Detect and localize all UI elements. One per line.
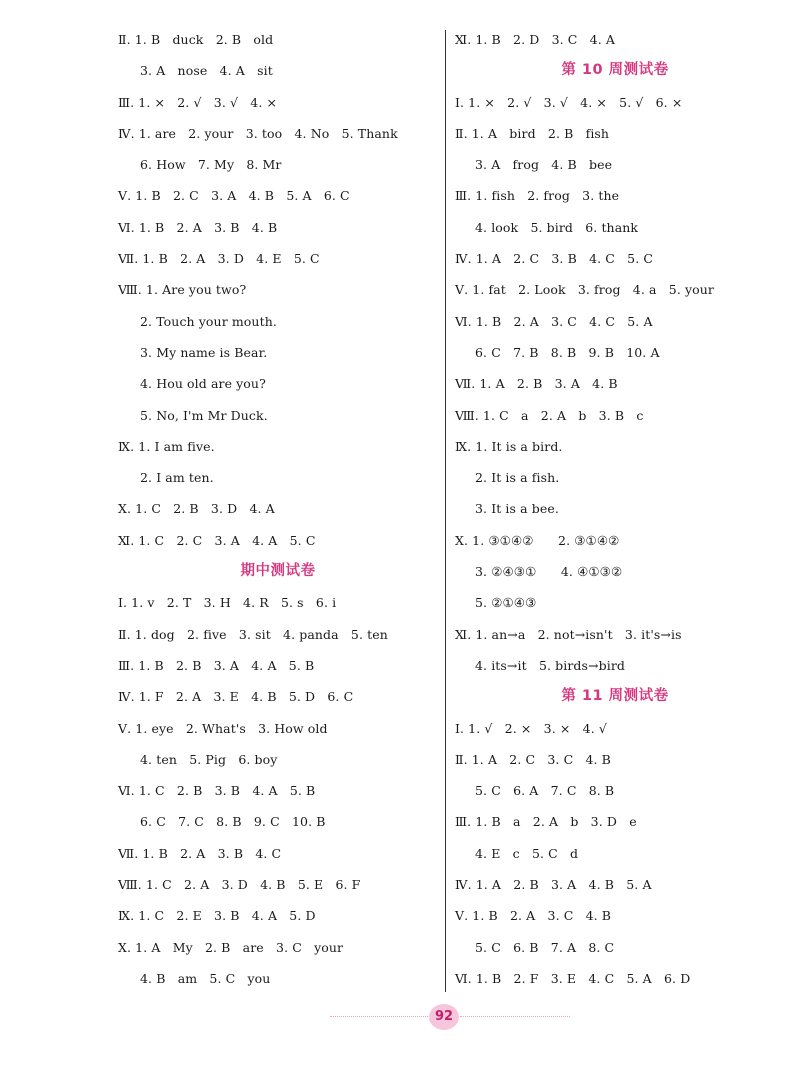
answer-line: 4. ten 5. Pig 6. boy (140, 751, 278, 767)
answer-line: Ⅳ. 1. A 2. C 3. B 4. C 5. C (455, 251, 654, 267)
answer-line: Ⅺ. 1. an→a 2. not→isn't 3. it's→is (455, 626, 682, 642)
answer-line: Ⅵ. 1. B 2. F 3. E 4. C 5. A 6. D (455, 970, 691, 986)
answer-line: Ⅷ. 1. C 2. A 3. D 4. B 5. E 6. F (118, 877, 361, 893)
answer-line: Ⅴ. 1. B 2. A 3. C 4. B (455, 908, 612, 924)
footer-dots-right (460, 1016, 570, 1017)
answer-line: Ⅰ. 1. v 2. T 3. H 4. R 5. s 6. i (118, 595, 337, 611)
answer-line: Ⅹ. 1. ③①④② 2. ③①④② (455, 532, 620, 548)
answer-line: Ⅱ. 1. A 2. C 3. C 4. B (455, 751, 611, 767)
answer-line: 5. ②①④③ (475, 595, 537, 611)
answer-line: Ⅹ. 1. C 2. B 3. D 4. A (118, 501, 275, 517)
answer-line: 3. A frog 4. B bee (475, 157, 613, 173)
answer-line: 5. C 6. A 7. C 8. B (475, 783, 615, 799)
answer-line: 3. ②④③① 4. ④①③② (475, 564, 623, 580)
answer-line: Ⅲ. 1. B a 2. A b 3. D e (455, 814, 637, 830)
answer-line: Ⅱ. 1. A bird 2. B fish (455, 125, 610, 141)
answer-line: 2. It is a fish. (475, 470, 560, 486)
answer-line: Ⅴ. 1. fat 2. Look 3. frog 4. a 5. your (455, 282, 714, 298)
answer-line: 4. its→it 5. birds→bird (475, 657, 625, 673)
answer-line: Ⅲ. 1. B 2. B 3. A 4. A 5. B (118, 657, 315, 673)
section-title: 第 10 周测试卷 (561, 62, 669, 79)
answer-line: Ⅲ. 1. × 2. √ 3. √ 4. × (118, 94, 278, 110)
page-number: 92 (429, 1004, 459, 1030)
answer-line: 2. Touch your mouth. (140, 313, 277, 329)
answer-line: Ⅱ. 1. dog 2. five 3. sit 4. panda 5. ten (118, 626, 388, 642)
answer-line: 4. B am 5. C you (140, 970, 271, 986)
right-answer-column (455, 24, 775, 994)
answer-line: 6. C 7. C 8. B 9. C 10. B (140, 814, 326, 830)
answer-line: Ⅲ. 1. fish 2. frog 3. the (455, 188, 620, 204)
answer-line: 2. I am ten. (140, 470, 214, 486)
answer-line: Ⅳ. 1. A 2. B 3. A 4. B 5. A (455, 877, 652, 893)
answer-line: 4. look 5. bird 6. thank (475, 219, 639, 235)
section-title: 第 11 周测试卷 (561, 688, 669, 705)
answer-line: Ⅹ. 1. A My 2. B are 3. C your (118, 939, 344, 955)
answer-line: 5. C 6. B 7. A 8. C (475, 939, 615, 955)
answer-line: 6. C 7. B 8. B 9. B 10. A (475, 344, 660, 360)
answer-line: Ⅵ. 1. B 2. A 3. B 4. B (118, 219, 278, 235)
answer-line: Ⅰ. 1. √ 2. × 3. × 4. √ (455, 720, 607, 736)
answer-line: 5. No, I'm Mr Duck. (140, 407, 268, 423)
answer-line: 4. E c 5. C d (475, 845, 579, 861)
answer-line: 3. A nose 4. A sit (140, 63, 273, 79)
answer-line: Ⅵ. 1. B 2. A 3. C 4. C 5. A (455, 313, 653, 329)
answer-line: Ⅸ. 1. It is a bird. (455, 438, 563, 454)
answer-line: Ⅳ. 1. are 2. your 3. too 4. No 5. Thank (118, 125, 398, 141)
answer-line: 6. How 7. My 8. Mr (140, 157, 282, 173)
page-footer (0, 1000, 800, 1034)
answer-line: Ⅴ. 1. eye 2. What's 3. How old (118, 720, 328, 736)
left-answer-column (118, 24, 438, 994)
answer-line: Ⅳ. 1. F 2. A 3. E 4. B 5. D 6. C (118, 689, 354, 705)
answer-line: Ⅺ. 1. B 2. D 3. C 4. A (455, 32, 616, 47)
answer-line: Ⅺ. 1. C 2. C 3. A 4. A 5. C (118, 532, 316, 548)
answer-line: 4. Hou old are you? (140, 376, 266, 392)
answer-line: Ⅵ. 1. C 2. B 3. B 4. A 5. B (118, 783, 316, 799)
answer-line: Ⅸ. 1. C 2. E 3. B 4. A 5. D (118, 908, 316, 924)
answer-line: Ⅷ. 1. Are you two? (118, 282, 247, 298)
column-divider (445, 30, 446, 992)
answer-line: Ⅱ. 1. B duck 2. B old (118, 32, 274, 47)
answer-line: 3. It is a bee. (475, 501, 559, 517)
answer-line: Ⅶ. 1. B 2. A 3. B 4. C (118, 845, 282, 861)
answer-line: 3. My name is Bear. (140, 344, 268, 360)
answer-line: Ⅶ. 1. A 2. B 3. A 4. B (455, 376, 618, 392)
answer-line: Ⅷ. 1. C a 2. A b 3. B c (455, 407, 644, 423)
answer-line: Ⅰ. 1. × 2. √ 3. √ 4. × 5. √ 6. × (455, 94, 683, 110)
answer-line: Ⅸ. 1. I am five. (118, 438, 215, 454)
answer-line: Ⅶ. 1. B 2. A 3. D 4. E 5. C (118, 251, 320, 267)
section-title: 期中测试卷 (240, 563, 316, 580)
answer-line: Ⅴ. 1. B 2. C 3. A 4. B 5. A 6. C (118, 188, 350, 204)
footer-dots-left (330, 1016, 430, 1017)
